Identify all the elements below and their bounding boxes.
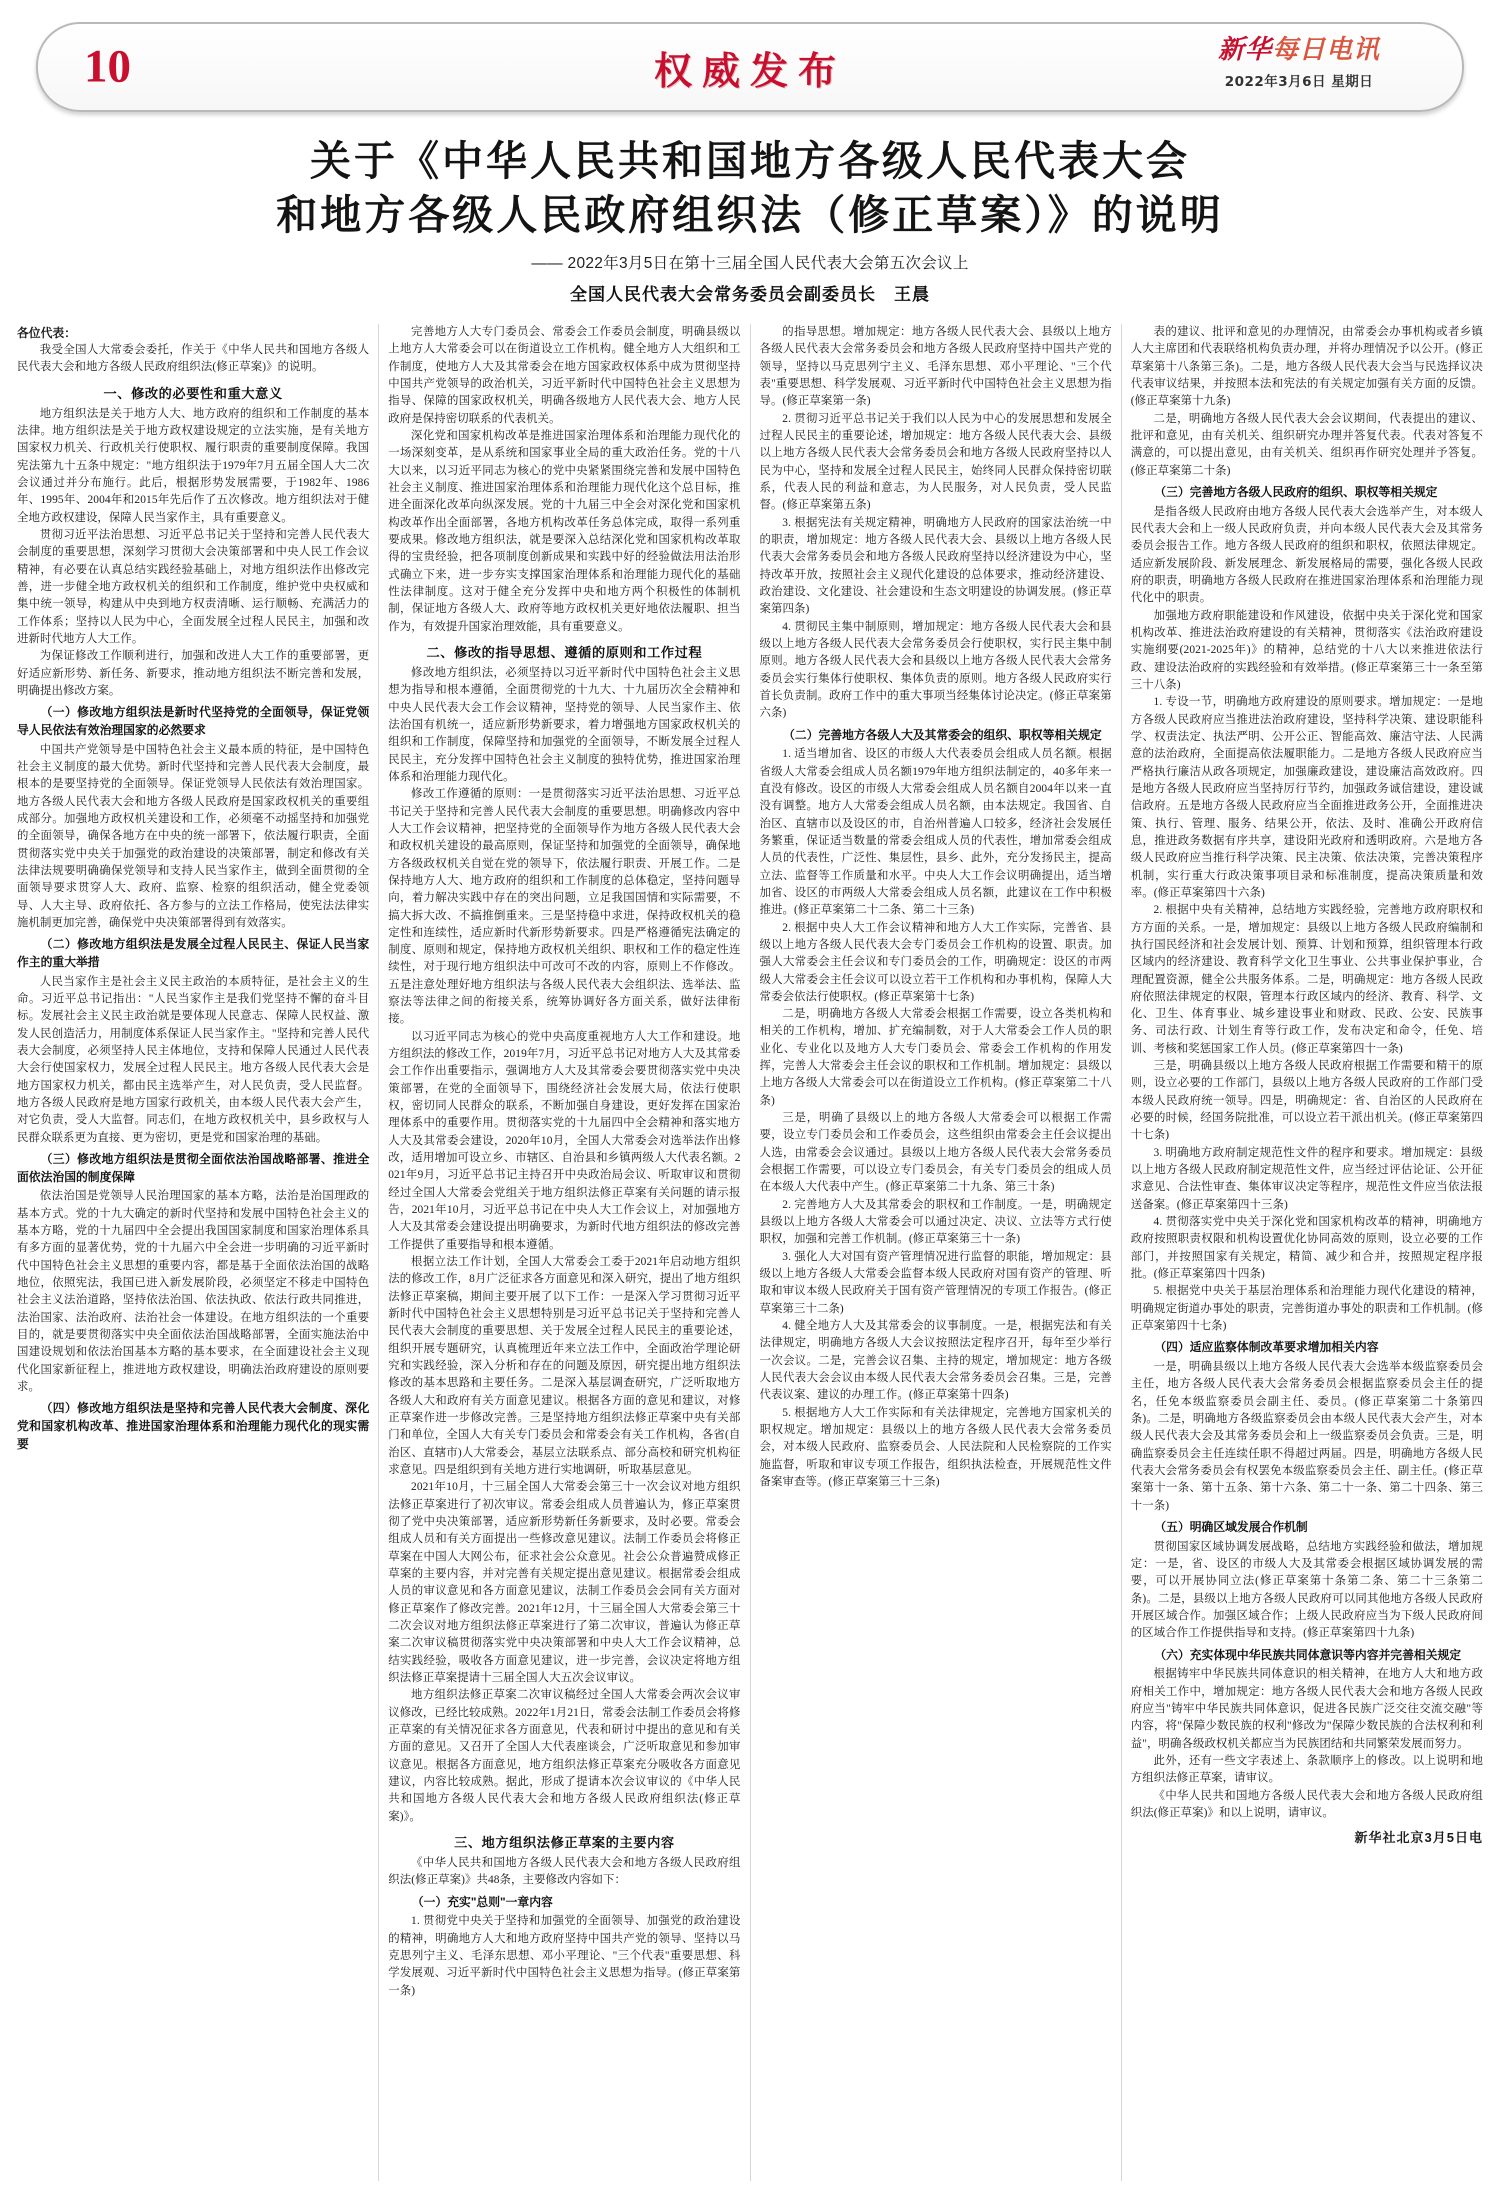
body-paragraph: 4. 贯彻民主集中制原则，增加规定：地方各级人民代表大会和县级以上地方各级人民代表大会常务委员会行使职权，实行民主集中制原则。地方各级人民代表大会和县级以上地方各级人民代表大会常务委员会实行集体行使职权、集体负责的原则。地方各级人民政府实行首长负责制。政府工作中的重大事项当经集体讨论决定。(修正草案第六条) <box>759 620 1112 720</box>
body-paragraph: 根据铸牢中华民族共同体意识的相关精神，在地方人大和地方政府相关工作中，增加规定：地方各级人民代表大会和地方各级人民政府应当"铸牢中华民族共同体意识，促进各民族广泛交往交流交融"等内容，将"保障少数民族的权利"修改为"保障少数民族的合法权利和利益"，明确各级政权机关都应当为民族团结和共同繁荣发展而努力。 <box>1130 1668 1483 1750</box>
article-column <box>8 324 379 2181</box>
section-heading: 三、地方组织法修正草案的主要内容 <box>454 1834 675 1850</box>
body-paragraph: 1. 专设一节，明确地方政府建设的原则要求。增加规定：一是地方各级人民政府应当推进法治政府建设，坚持科学决策、建设职能科学、权责法定、执法严明、公开公正、智能高效、廉洁守法、人民满意的法治政府，全面提高依法履职能力。二是地方各级人民政府应当严格执行廉洁从政各项规定，加强廉政建设，建设廉洁高效政府。四是地方各级人民政府应当坚持厉行节约，加强政务诚信建设，建设诚信政府。五是地方各级人民政府应当全面推进政务公开，全面推进决策、执行、管理、服务、结果公开，依法、及时、准确公开政府信息，推进政务数据有序共享，建设阳光政府和透明政府。六是地方各级人民政府应当推行科学决策、民主决策、依法决策，完善决策程序机制，实行重大行政决策事项目录和标准制度，提高决策质量和效率。(修正草案第四十六条) <box>1130 696 1483 899</box>
body-paragraph: 3. 强化人大对国有资产管理情况进行监督的职能，增加规定：县级以上地方各级人大常委会监督本级人民政府对国有资产的管理、听取和审议本级人民政府关于国有资产管理情况的专项工作报告。(修正草案第三十二条) <box>759 1250 1112 1315</box>
article-columns <box>8 324 1492 2181</box>
body-paragraph: 1. 适当增加省、设区的市级人大代表委员会组成人员名额。根据省级人大常委会组成人员名额1979年地方组织法制定的，40多年来一直没有修改。设区的市级人大常委会组成人员名额自2004年以来一直没有调整。地方人大常委会组成人员名额，由本法规定。我国省、自治区、直辖市以及设区的市，自治州普遍人口较多，经济社会发展任务繁重，保证适当数量的常委会组成人员的代表性，增加常委会组成人员的代表性，广泛性、集层性，县乡、此外，充分发扬民主，提高立法、监督等工作质量和水平。中央人大工作会议明确提出，适当增加省、设区的市两级人大常委会组成人员名额，此建议在工作中积极推进。(修正草案第二十二条、第二十三条) <box>759 748 1112 917</box>
newspaper-logo <box>1194 36 1404 66</box>
brand-part-1: 新华 <box>1217 35 1272 65</box>
body-paragraph: 地方组织法是关于地方人大、地方政府的组织和工作制度的基本法律。地方组织法是关于地方政权建设规定的立法实施，是有关地方国家权力机关、行政机关行使职权、履行职责的重要制度保障。我国宪法第九十五条中规定："地方组织法于1979年7月五届全国人大二次会议通过并分布施行。此后，根据形势发展需要，于1982年、1986年、1995年、2004年和2015年先后作了五次修改。地方组织法对于健全地方政权建设，保障人民当家作主，具有重要意义。 <box>17 407 370 524</box>
body-paragraph: 1. 贯彻党中央关于坚持和加强党的全面领导、加强党的政治建设的精神，明确地方人大和地方政府坚持中国共产党的领导、坚持以马克思列宁主义、毛泽东思想、邓小平理论、"三个代表"重要思想、科学发展观、习近平新时代中国特色社会主义思想为指导。(修正草案第一条) <box>388 1915 741 1997</box>
newspaper-page <box>0 22 1500 2191</box>
body-paragraph: 贯彻习近平法治思想、习近平总书记关于坚持和完善人民代表大会制度的重要思想，深刻学习贯彻大会决策部署和中央人民工作会议精神，有必要在认真总结实践经验基础上，对地方组织法作出修改完善，进一步健全地方政权机关的组织和工作制度，维护党中央权威和集中统一领导，构建从中央到地方权责清晰、运行顺畅、充满活力的工作体系；坚持以人民为中心，全面发展全过程人民民主，加强和改进新时代地方人大工作。 <box>17 528 370 645</box>
body-paragraph: 完善地方人大专门委员会、常委会工作委员会制度，明确县级以上地方人大常委会可以在街道设立工作机构。健全地方人大组织和工作制度，使地方人大及其常委会在地方国家政权体系中成为贯彻坚持中国共产党领导的政治机关，习近平新时代中国特色社会主义思想为指导、保障的国家政权机关，明确各级地方人民代表大会、地方人民政府是保持密切联系的代表机关。 <box>388 326 741 425</box>
body-paragraph: 2021年10月，十三届全国人大常委会第三十一次会议对地方组织法修正草案进行了初次审议。常委会组成人员普遍认为，修正草案贯彻了党中央决策部署，适应新形势新任务新要求，及时必要。常委会组成人员和有关方面提出一些修改意见建议。法制工作委员会将修正草案在中国人大网公布，征求社会公众意见。社会公众普遍赞成修正草案的主要内容，并对完善有关规定提出意见建议。根据常委会组成人员的审议意见和各方面意见建议，法制工作委员会会同有关方面对修正草案作了修改完善。2021年12月，十三届全国人大常委会第三十二次会议对地方组织法修正草案进行了第二次审议，普遍认为修正草案二次审议稿贯彻落实党中央决策部署和中央人大工作会议精神，总结实践经验，吸收各方面意见建议，进一步完善，会议决定将地方组织法修正草案提请十三届全国人大五次会议审议。 <box>388 1481 741 1684</box>
body-paragraph: 三是，明确县级以上地方各级人民政府根据工作需要和精干的原则，设立必要的工作部门，县级以上地方各级人民政府的工作部门受本级人民政府统一领导。四是，明确规定：省、自治区的人民政府在必要的时候，经国务院批准，可以设立若干派出机关。(修正草案第四十七条) <box>1130 1060 1483 1142</box>
section-heading: 二、修改的指导思想、遵循的原则和工作过程 <box>426 644 703 660</box>
body-paragraph: 依法治国是党领导人民治理国家的基本方略，法治是治国理政的基本方式。党的十九大确定的新时代坚持和发展中国特色社会主义的基本方略，党的十九届四中全会提出我国国家制度和国家治理体系具有多方面的显著优势，党的十九届六中全会进一步明确的习近平新时代中国特色社会主义思想的重要内容，都是基于全面依法治国的战略地位，依照宪法，我国已进入新发展阶段，必须坚定不移走中国特色社会主义法治道路，坚持依法治国、依法执政、依法行政共同推进，法治国家、法治政府、法治社会一体建设。在地方组织法的一个重要目的，就是要贯彻落实中央全面依法治国战略部署，全面实施法治中国建设规划和依法治国基本方略的基本要求，在全面建设社会主义现代化国家新征程上，推进地方政权建设，明确法治政府建设的原则要求。 <box>17 1190 370 1393</box>
masthead-bar <box>36 22 1464 112</box>
body-paragraph: 4. 健全地方人大及其常委会的议事制度。一是，根据宪法和有关法律规定，明确地方各级人大会议按照法定程序召开，每年至少举行一次会议。二是，完善会议召集、主持的规定，增加规定：地方各级人民代表大会会议由本级人民代表大会常务委员会召集。三是，完善代表议案、建议的办理工作。(修正草案第十四条) <box>759 1320 1112 1402</box>
body-paragraph: 人民当家作主是社会主义民主政治的本质特征，是社会主义的生命。习近平总书记指出："人民当家作主是我们党坚持不懈的奋斗目标。发展社会主义民主政治就是要体现人民意志、保障人民权益、激发人民创造活力，用制度体系保证人民当家作主。"坚持和完善人民代表大会制度，必须坚持人民主体地位，支持和保障人民通过人民代表大会行使国家权力，发展全过程人民民主。地方各级人民代表大会是地方国家权力机关，都由民主选举产生，对人民负责，受人民监督。地方各级人民政府是地方国家行政机关，由本级人民代表大会产生，对它负责，受人大监督。同志们，在地方政权机关中，县乡政权与人民群众联系更为直接、更为密切，更是党和国家治理的基础。 <box>17 975 370 1144</box>
subsection-heading: （三）完善地方各级人民政府的组织、职权等相关规定 <box>1154 484 1438 499</box>
body-paragraph: 一是，明确县级以上地方各级人民代表大会选举本级监察委员会主任，地方各级人民代表大会常务委员会根据监察委员会主任的提名，任免本级监察委员会副主任、委员。(修正草案第二十条第四条)。二是，明确地方各级监察委员会由本级人民代表大会产生，对本级人民代表大会及其常务委员会和上一级监察委员会负责。三是，明确监察委员会主任连续任职不得超过两届。四是，明确地方各级人民代表大会常务委员会有权罢免本级监察委员会主任、副主任。(修正草案第十一条、第十五条、第十六条、第二十一条、第二十四条、第三十一条) <box>1130 1361 1483 1512</box>
masthead-brand-block <box>1194 36 1404 90</box>
subsection-heading: （三）修改地方组织法是贯彻全面依法治国战略部署、推进全面依法治国的制度保障 <box>17 1151 370 1184</box>
issue-date: 2022年3月6日 星期日 <box>1224 73 1374 90</box>
body-paragraph: 表的建议、批评和意见的办理情况，由常委会办事机构或者乡镇人大主席团和代表联络机构负责办理，并将办理情况予以公开。(修正草案第十八条第三条)。二是，地方各级人民代表大会当与民选择议决代表审议结果，并按照本法和宪法的有关规定加强有关方面的反馈。(修正草案第十九条) <box>1130 326 1483 408</box>
subsection-heading: （六）充实体现中华民族共同体意识等内容并完善相关规定 <box>1154 1647 1462 1662</box>
body-paragraph: 二是，明确地方各级人民代表大会会议期间，代表提出的建议、批评和意见，由有关机关、组织研究办理并答复代表。代表对答复不满意的，可以提出意见，由有关机关、组织再作研究处理并予答复。(修正草案第二十条) <box>1130 412 1483 477</box>
section-heading: 一、修改的必要性和重大意义 <box>103 385 283 401</box>
body-paragraph: 修改地方组织法，必须坚持以习近平新时代中国特色社会主义思想为指导和根本遵循，全面贯彻党的十九大、十九届历次全会精神和中央人民代表大会工作会议精神，坚持党的领导、人民当家作主、依法治国有机统一，适应新形势新要求，着力增强地方国家政权机关的组织和工作制度，保障坚持和加强党的全面领导，不断发展全过程人民民主，充分发挥中国特色社会主义制度的独特优势，推进国家治理体系和治理能力现代化。 <box>388 666 741 783</box>
article-column <box>1122 324 1492 2181</box>
body-paragraph: 《中华人民共和国地方各级人民代表大会和地方各级人民政府组织法(修正草案)》和以上说明，请审议。 <box>1130 1789 1483 1819</box>
body-paragraph: 根据立法工作计划，全国人大常委会工委于2021年启动地方组织法的修改工作，8月广泛征求各方面意见和深入研究，提出了地方组织法修正草案稿，期间主要开展了以下工作：一是深入学习贯彻习近平新时代中国特色社会主义思想特别是习近平总书记关于坚持和完善人民代表大会制度的重要思想、关于发展全过程人民民主的重要论述，组织开展专题研究，认真梳理近年来立法工作中，全面政治学理论研究和实践经验，深入分析和存在的问题及原因，研究提出地方组织法修改的基本思路和主要任务。二是深入基层调查研究，广泛听取地方各级人大和政府有关方面意见建议。根据各方面的意见和建议，对修正草案作进一步修改完善。三是坚持地方组织法修正草案中央有关部门和单位，全国人大有关专门委员会和常委会有关工作机构，各省(自治区、直辖市)人大常委会，基层立法联系点、部分高校和研究机构征求意见。四是组织到有关地方进行实地调研，听取基层意见。 <box>388 1256 741 1476</box>
body-paragraph: 2. 根据中央有关精神，总结地方实践经验，完善地方政府职权和方方面的关系。一是，增加规定：县级以上地方各级人民政府编制和执行国民经济和社会发展计划、预算、计划和预算，组织管理本行政区域内的经济建设、教育科学文化卫生事业、公共事业保护事业，合理配置资源，健全公共服务体系。二是，明确规定：地方各级人民政府依照法律规定的权限，管理本行政区域内的经济、教育、科学、文化、卫生、体育事业、城乡建设事业和财政、民政、公安、民族事务、司法行政、计划生育等行政工作，发布决定和命令，任免、培训、考核和奖惩国家工作人员。(修正草案第四十一条) <box>1130 904 1483 1055</box>
subsection-heading: （四）修改地方组织法是坚持和完善人民代表大会制度、深化党和国家机构改革、推进国家治理体系和治理能力现代化的现实需要 <box>17 1401 370 1451</box>
body-paragraph: 我受全国人大常委会委托，作关于《中华人民共和国地方各级人民代表大会和地方各级人民政府组织法(修正草案)》的说明。 <box>17 344 370 374</box>
subsection-heading: （二）修改地方组织法是发展全过程人民民主、保证人民当家作主的重大举措 <box>17 937 370 969</box>
article-column <box>379 324 750 2181</box>
body-paragraph: 中国共产党领导是中国特色社会主义最本质的特征，是中国特色社会主义制度的最大优势。新时代坚持和完善人民代表大会制度，最根本的是要坚持党的全面领导。保证党领导人民依法有效治理国家。地方各级人民代表大会和地方各级人民政府是国家政权机关的重要组成部分。加强地方政权机关建设和工作，必须毫不动摇坚持和加强党的全面领导，确保各地方在中央的统一部署下，依法履行职责，全面贯彻落实党中央关于加强党的政治建设的决策部署，制定和修改有关法律法规要明确确保党领导和支持人民当家作主，做到全面贯彻的全面领导要求贯穿人大、政府、监察、检察的组织活动，健全党委领导、人大主导、政府依托、各方参与的立法工作格局，使宪法法律实施机制更加完善，确保党中央决策部署得到有效落实。 <box>17 743 370 929</box>
agency-signoff: 新华社北京3月5日电 <box>1354 1830 1483 1846</box>
article-column <box>751 324 1122 2181</box>
body-paragraph: 加强地方政府职能建设和作风建设，依据中央关于深化党和国家机构改革、推进法治政府建设的有关精神，贯彻落实《法治政府建设实施纲要(2021-2025年)》的精神，总结党的十八大以来推进依法行政、建设法治政府的实践经验和有效举措。(修正草案第三十一条至第三十八条) <box>1130 609 1483 691</box>
subsection-heading: （五）明确区域发展合作机制 <box>1154 1520 1308 1535</box>
body-paragraph: 的指导思想。增加规定：地方各级人民代表大会、县级以上地方各级人民代表大会常务委员会和地方各级人民政府坚持中国共产党的领导，坚持以马克思列宁主义、毛泽东思想、邓小平理论、"三个代表"重要思想、科学发展观、习近平新时代中国特色社会主义思想为指导。(修正草案第一条) <box>759 326 1112 408</box>
headline-block <box>40 134 1460 305</box>
body-paragraph: 2. 完善地方人大及其常委会的职权和工作制度。一是，明确规定县级以上地方各级人大常委会可以通过决定、决议、立法等方式行使职权，加强和完善工作机制。(修正草案第三十一条) <box>759 1198 1112 1246</box>
body-paragraph: 5. 根据党中央关于基层治理体系和治理能力现代化建设的精神，明确规定街道办事处的职责，完善街道办事处的职责和工作机制。(修正草案第四十七条) <box>1130 1285 1483 1333</box>
body-paragraph: 贯彻国家区域协调发展战略，总结地方实践经验和做法，增加规定：一是，省、设区的市级人大及其常委会根据区域协调发展的需要，可以开展协同立法(修正草案第十条第二条、第二十三条第二条)。二是，县级以上地方各级人民政府可以同其他地方各级人民政府开展区域合作。加强区域合作；上级人民政府应当为下级人民政府间的区域合作工作提供指导和支持。(修正草案第四十九条) <box>1130 1540 1483 1640</box>
body-paragraph: 是指各级人民政府由地方各级人民代表大会选举产生，对本级人民代表大会和上一级人民政府负责，并向本级人民代表大会及其常务委员会报告工作。地方各级人民政府的组织和职权，依照法律规定。适应新发展阶段、新发展理念、新发展格局的需要，强化各级人民政府的职责，明确地方各级人民政府在推进国家治理体系和治理能力现代化中的职责。 <box>1130 505 1483 605</box>
headline-line-1: 关于《中华人民共和国地方各级人民代表大会 <box>310 137 1190 185</box>
headline-line-2: 和地方各级人民政府组织法（修正草案）》的说明 <box>276 191 1224 240</box>
body-paragraph: 深化党和国家机构改革是推进国家治理体系和治理能力现代化的一场深刻变革，是从系统和国家事业全局的重大政治任务。党的十八大以来，以习近平同志为核心的党中央紧紧围绕完善和发展中国特色社会主义制度、推进国家治理体系和治理能力现代化这个总目标，推进全面深化改革向纵深发展。党的十九届三中全会对深化党和国家机构改革作出全面部署，各地方机构改革任务总体完成，取得一系列重要成果。修改地方组织法，就是要深入总结深化党和国家机构改革取得的宝贵经验，把各项制度创新成果和实践中好的经验做法用法治形式确立下来，进一步夯实支撑国家治理体系和治理能力现代化的基础性法律制度。这对于健全充分发挥中央和地方两个积极性的体制机制，保证地方各级人大、政府等地方政权机关更好地依法履职、担当作为，有效提升国家治理效能，具有重要意义。 <box>388 429 741 633</box>
subsection-heading: （一）充实"总则"一章内容 <box>411 1894 553 1909</box>
body-paragraph: 地方组织法修正草案二次审议稿经过全国人大常委会两次会议审议修改，已经比较成熟。2022年1月21日，常委会法制工作委员会将修正草案的有关情况征求各方面意见，代表和研讨中提出的意见和有关方面的意见。又召开了全国人大代表座谈会，广泛听取意见和参加审议意见。根据各方面意见，地方组织法修正草案充分吸收各方面意见建议，内容比较成熟。据此，形成了提请本次会议审议的《中华人民共和国地方各级人民代表大会和地方各级人民政府组织法(修正草案)》。 <box>388 1689 741 1823</box>
brand-part-2: 每日电讯 <box>1272 35 1381 65</box>
body-paragraph: 《中华人民共和国地方各级人民代表大会和地方各级人民政府组织法(修正草案)》共48条，主要修改内容如下： <box>388 1856 741 1887</box>
body-paragraph: 2. 贯彻习近平总书记关于我们以人民为中心的发展思想和发展全过程人民民主的重要论述，增加规定：地方各级人民代表大会、县级以上地方各级人民代表大会常务委员会和地方各级人民政府坚持以人民为中心，坚持和发展全过程人民民主，始终同人民群众保持密切联系，代表人民的利益和意志，为人民服务，对人民负责，受人民监督。(修正草案第五条) <box>759 412 1112 512</box>
subsection-heading: （四）适应监察体制改革要求增加相关内容 <box>1154 1340 1379 1355</box>
headline-byline: 全国人民代表大会常务委员会副委员长 王晨 <box>570 285 930 305</box>
body-paragraph: 4. 贯彻落实党中央关于深化党和国家机构改革的精神，明确地方政府按照职责权限和机构设置优化协同高效的原则，设立必要的工作部门，并按照国家有关规定，精简、减少和合并，按照规定程序报批。(修正草案第四十四条) <box>1130 1216 1483 1281</box>
subsection-heading: （二）完善地方各级人大及其常委会的组织、职权等相关规定 <box>783 727 1102 742</box>
body-paragraph: 5. 根据地方人大工作实际和有关法律规定，完善地方国家机关的职权规定。增加规定：县级以上的地方各级人民代表大会常务委员会，对本级人民政府、监察委员会、人民法院和人民检察院的工作实施监督，听取和审议专项工作报告，组织执法检查，开展规范性文件备案审查等。(修正草案第三十三条) <box>759 1406 1112 1489</box>
body-paragraph: 3. 明确地方政府制定规范性文件的程序和要求。增加规定：县级以上地方各级人民政府制定规范性文件，应当经过评估论证、公开征求意见、合法性审查、集体审议决定等程序，规范性文件应当依法报送备案。(修正草案第四十三条) <box>1130 1146 1483 1211</box>
body-paragraph: 修改工作遵循的原则：一是贯彻落实习近平法治思想、习近平总书记关于坚持和完善人民代表大会制度的重要思想。明确修改内容中人大工作会议精神，把坚持党的全面领导作为地方各级人民代表大会和政权机关建设的最高原则，保证坚持和加强党的全面领导，确保地方各级政权机关自觉在党的领导下，依法履行职责、开展工作。二是保持地方人大、地方政府的组织和工作制度的总体稳定，坚持问题导向，着力解决实践中存在的突出问题，立足我国国情和实际需要，不搞大拆大改、不搞推倒重来。三是坚持稳中求进，保持政权机关的稳定性和连续性，适应新时代新形势新要求。四是严格遵循宪法确定的制度、原则和规定，保持地方政权机关组织、职权和工作的稳定性连续性，对于现行地方组织法中可改可不改的内容，原则上不作修改。五是注意处理好地方组织法与各级人民代表大会组织法、选举法、监察法等法律之间的衔接关系，统筹协调好各方面关系，做好法律衔接。 <box>388 788 741 1026</box>
body-paragraph: 3. 根据宪法有关规定精神，明确地方人民政府的国家法治统一中的职责，增加规定：地方各级人民代表大会、县级以上地方各级人民代表大会常务委员会和地方各级人民政府坚持以经济建设为中心，坚持改革开放，按照社会主义现代化建设的总体要求，推动经济建设、政治建设、文化建设、社会建设和生态文明建设的协调发展。(修正草案第四条) <box>759 516 1112 616</box>
section-title: 权威发布 <box>653 48 846 93</box>
salutation: 各位代表： <box>17 326 76 340</box>
body-paragraph: 三是，明确了县级以上的地方各级人大常委会可以根据工作需要，设立专门委员会和工作委员会，这些组织由常委会主任会议提出人选，由常委会会议通过。县级以上地方各级人民代表大会常务委员会根据工作需要，可以设立专门委员会，有关专门委员会的组成人员在本级人大代表中产生。(修正草案第二十九条、第三十条) <box>759 1112 1112 1194</box>
subsection-heading: （一）修改地方组织法是新时代坚持党的全面领导，保证党领导人民依法有效治理国家的必然要求 <box>17 705 370 737</box>
body-paragraph: 2. 根据中央人大工作会议精神和地方人大工作实际，完善省、县级以上地方各级人民代表大会专门委员会工作机构的设置、职责。加强人大常委会主任会议和专门委员会的工作，明确规定：设区的市两级人大常委会主任会议可以设立若干工作机构和办事机构，保障人大常委会依法行使职权。(修正草案第十七条) <box>759 921 1112 1003</box>
body-paragraph: 此外，还有一些文字表述上、条款顺序上的修改。以上说明和地方组织法修正草案，请审议。 <box>1130 1755 1483 1785</box>
headline-subline: —— 2022年3月5日在第十三届全国人民代表大会第五次会议上 <box>531 255 969 273</box>
body-paragraph: 以习近平同志为核心的党中央高度重视地方人大工作和建设。地方组织法的修改工作，2019年7月，习近平总书记对地方人大及其常委会工作作出重要指示，强调地方人大及其常委会要贯彻落实党中央决策部署，在党的全面领导下，围绕经济社会发展大局，依法行使职权，密切同人民群众的联系，不断加强自身建设，更好发挥在国家治理体系中的重要作用。贯彻落实党的十九届四中全会精神和落实地方人大及其常委会建设，2020年10月，全国人大常委会对选举法作出修改，适用增加可设立乡、市辖区、自治县和乡镇两级人大代表名额。2021年9月，习近平总书记主持召开中央政治局会议、听取审议和贯彻经过全国人大常委会党组关于地方组织法修正草案有关问题的请示报告，2021年10月，习近平总书记在中央人大工作会议上，对加强地方人大及其常委会建设提出明确要求，为新时代地方组织法的修改完善工作提供了重要指导和根本遵循。 <box>388 1030 741 1251</box>
page-number: 10 <box>84 40 131 93</box>
body-paragraph: 二是，明确地方各级人大常委会根据工作需要，设立各类机构和相关的工作机构，增加、扩充编制数，对于人大常委会工作人员的职业化、专业化以及地方人大专门委员会、常委会工作机构的作用发挥，完善人大常委会主任会议的职权和工作机制。增加规定：县级以上地方各级人大常委会可以在街道设立工作机构。(修正草案第二十八条) <box>759 1008 1112 1107</box>
body-paragraph: 为保证修改工作顺利进行，加强和改进人大工作的重要部署，更好适应新形势、新任务、新要求，推动地方组织法不断完善和发展，明确提出修改方案。 <box>17 650 370 697</box>
